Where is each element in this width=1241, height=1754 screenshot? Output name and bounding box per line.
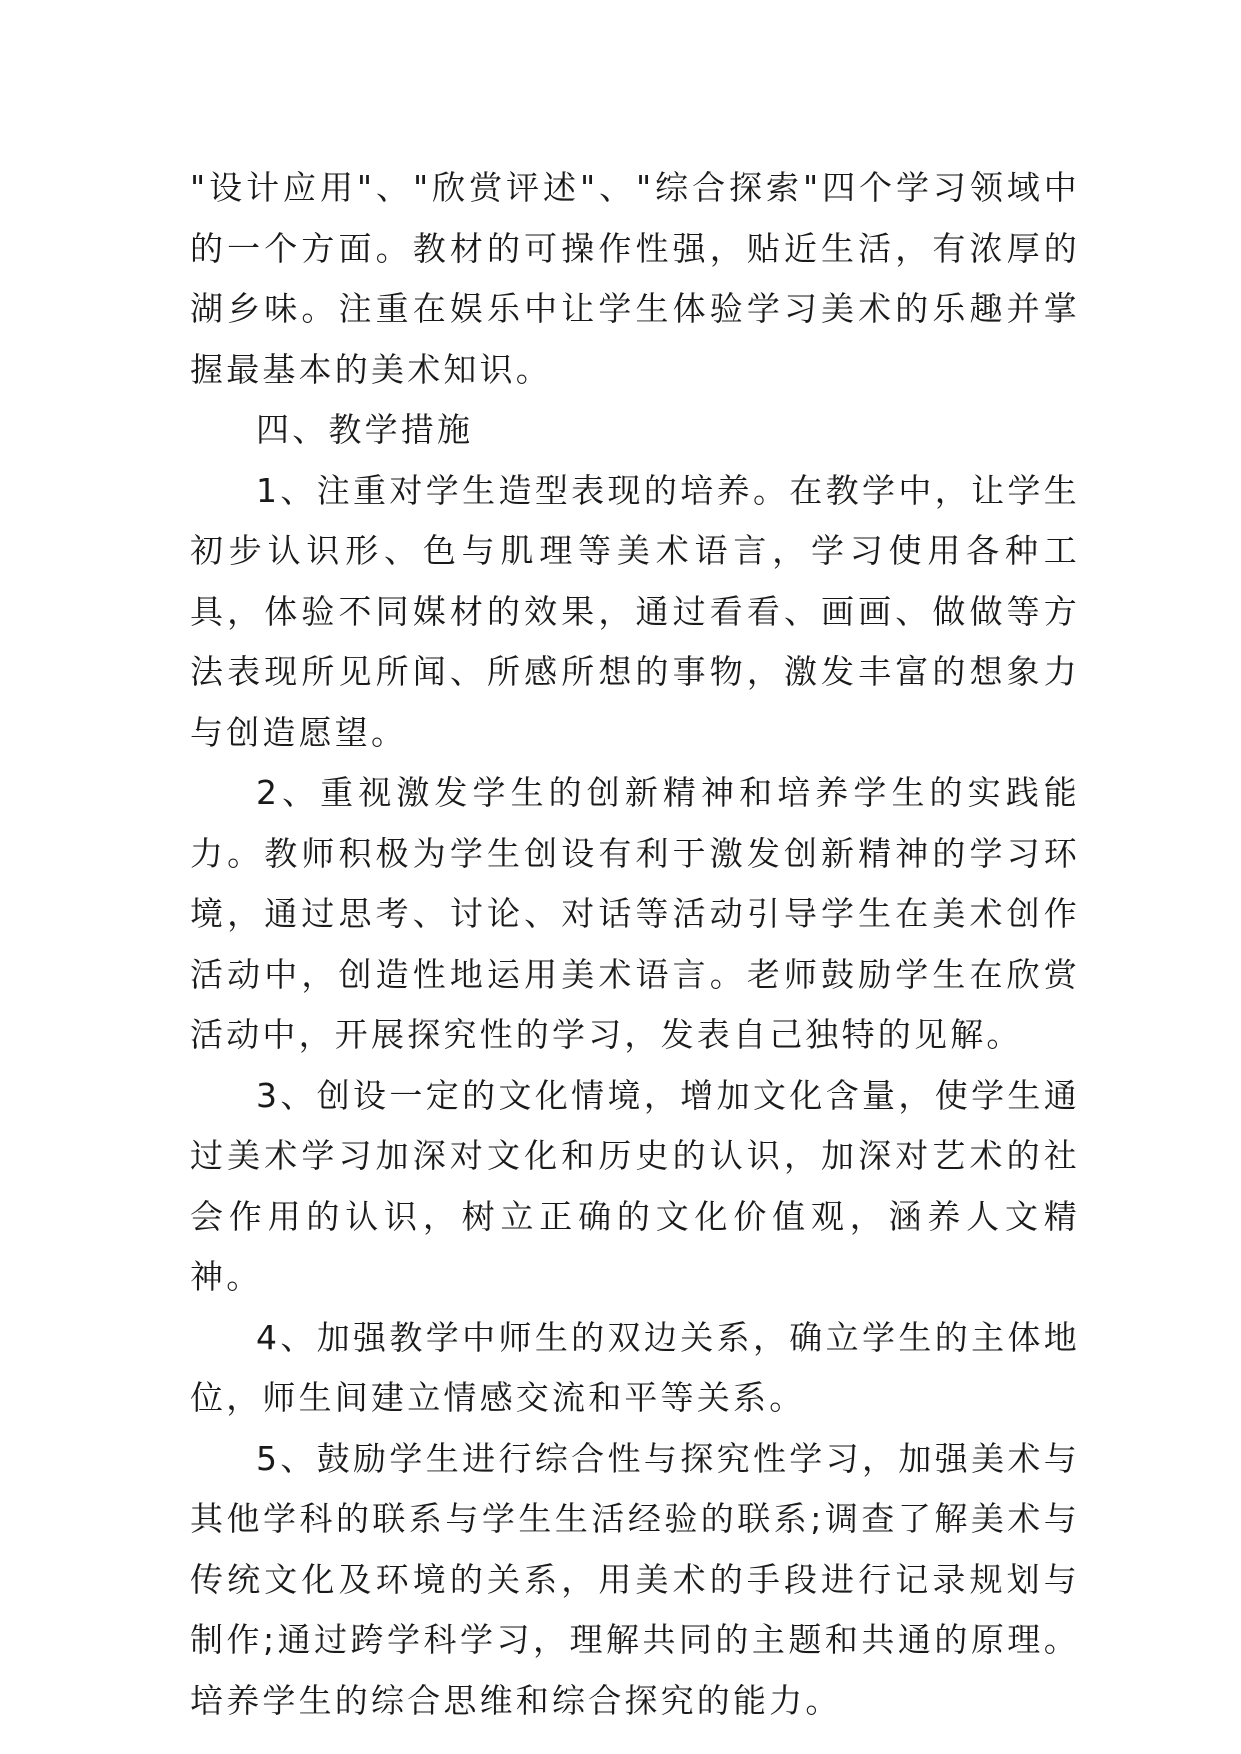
section-heading-teaching-measures: 四、教学措施 [256,410,474,449]
paragraph-measure-1: 1、注重对学生造型表现的培养。在教学中，让学生初步认识形、色与肌理等美术语言，学习使用各种工具，体验不同媒材的效果，通过看看、画画、做做等方法表现所见所闻、所感所想的事物，激发丰富的想象力与创造愿望。 [190,470,1080,752]
document-body [190,158,1080,1731]
paragraph-measure-5: 5、鼓励学生进行综合性与探究性学习，加强美术与其他学科的联系与学生生活经验的联系;调查了解美术与传统文化及环境的关系，用美术的手段进行记录规划与制作;通过跨学科学习，理解共同的主题和共通的原理。培养学生的综合思维和综合探究的能力。 [190,1438,1080,1720]
paragraph-measure-4: 4、加强教学中师生的双边关系，确立学生的主体地位，师生间建立情感交流和平等关系。 [190,1317,1080,1417]
paragraph-measure-3: 3、创设一定的文化情境，增加文化含量，使学生通过美术学习加深对文化和历史的认识，加深对艺术的社会作用的认识，树立正确的文化价值观，涵养人文精神。 [190,1075,1080,1296]
paragraph-intro-continued: "设计应用"、"欣赏评述"、"综合探索"四个学习领域中的一个方面。教材的可操作性强，贴近生活，有浓厚的湖乡味。注重在娱乐中让学生体验学习美术的乐趣并掌握最基本的美术知识。 [190,168,1080,389]
paragraph-measure-2: 2、重视激发学生的创新精神和培养学生的实践能力。教师积极为学生创设有利于激发创新精神的学习环境，通过思考、讨论、对话等活动引导学生在美术创作活动中，创造性地运用美术语言。老师鼓励学生在欣赏活动中，开展探究性的学习，发表自己独特的见解。 [190,773,1080,1054]
